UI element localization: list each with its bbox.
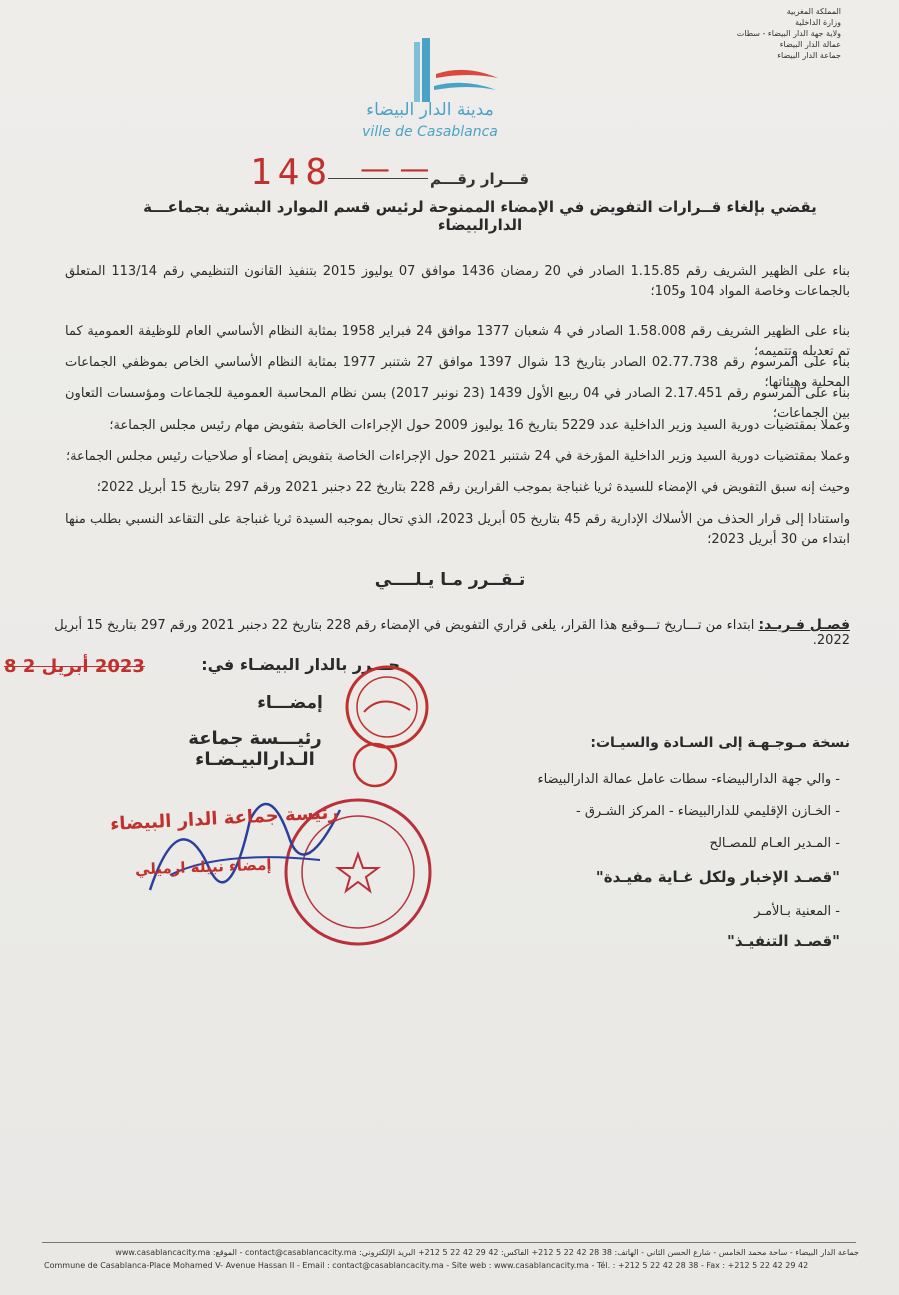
article-label: فصـل فـريـد: bbox=[758, 617, 850, 633]
preamble-item: وعملا بمقتضيات دورية السيد وزير الداخلية عدد 5229 بتاريخ 16 يوليوز 2009 حول الإجراءات الخاصة بتفويض مهام رئيس مجلس الجماعة؛ bbox=[109, 418, 850, 433]
distribution-item: - المـدير العـام للمصـالح bbox=[709, 836, 840, 851]
president-title: رئيـــسة جماعة الـدارالبيـضـاء bbox=[188, 728, 322, 770]
footer-arabic: جماعة الدار البيضاء - ساحة محمد الخامس - شارع الحسن الثاني - الهاتف: 38 28 42 22 5 212+ الفاكس: 42 29 42 22 5 212+ البريد الإلكتروني: contact@casablancacity.ma - الموقع: www.casablancacity.ma bbox=[115, 1248, 859, 1257]
decision-label: قـــرار رقـــم bbox=[430, 170, 530, 188]
distribution-item: - والي جهة الدارالبيضاء- سطات عامل عمالة الدارالبيضاء bbox=[537, 772, 840, 787]
single-article bbox=[35, 617, 850, 648]
footer-divider bbox=[42, 1242, 856, 1243]
signature-label: إمضـــاء bbox=[257, 693, 323, 713]
ministry-line: جماعة الدار البيضاء bbox=[777, 51, 841, 60]
distribution-item-text: الخـازن الإقليمي للدارالبيضاء - المركز الشـرق - bbox=[576, 804, 832, 819]
preamble-item: واستنادا إلى قرار الحذف من الأسلاك الإدارية رقم 45 بتاريخ 05 أبريل 2023، الذي تحال بموجبه السيدة ثريا غنباجة على التقاعد النسبي بطلب منها ابتداء من 30 أبريل 2023؛ bbox=[65, 512, 851, 547]
ministry-line: وزارة الداخلية bbox=[795, 18, 841, 27]
preamble-item: بناء على المرسوم رقم 02.77.738 الصادر بتاريخ 13 شوال 1397 موافق 27 شتنبر 1977 بمثابة النظام الأساسي الخاص بموظفي الجماعات المحلية وهيئاتها؛ bbox=[65, 355, 851, 390]
ministry-line: المملكة المغربية bbox=[786, 7, 841, 16]
copy-to-title: نسخة مـوجـهـة إلى السـادة والسيـات: bbox=[590, 735, 850, 751]
preamble-item: بناء على الظهير الشريف رقم 1.15.85 الصادر في 20 رمضان 1436 موافق 07 يوليوز 2015 بتنفيذ القانون التنظيمي رقم 113/14 المتعلق بالجماعات وخاصة المواد 104 و105؛ bbox=[65, 264, 850, 299]
handwritten-signature-icon bbox=[140, 780, 360, 910]
decision-number-dash: — — bbox=[360, 152, 430, 187]
preamble-item: وحيث إنه سبق التفويض في الإمضاء للسيدة ثريا غنباجة بموجب القرارين رقم 228 بتاريخ 22 دجنبر 2021 ورقم 297 بتاريخ 15 أبريل 2022؛ bbox=[96, 480, 850, 495]
president-red-stamp: رئيسة جماعة الدار البيضاء bbox=[109, 802, 340, 835]
cheikh-stamp-icon bbox=[342, 662, 432, 752]
made-in-label: حـــرر بالدار البيضـاء في: bbox=[201, 655, 400, 674]
exec-note: "قصـد التنفيـذ" bbox=[727, 932, 840, 950]
ministry-line: عمالة الدار البيضاء bbox=[779, 40, 841, 49]
info-note: "قصـد الإخبار ولكل غـاية مفيـدة" bbox=[595, 868, 840, 886]
ministry-line: ولاية جهة الدار البيضاء - سطات bbox=[736, 29, 841, 38]
logo-arabic-text: مدينة الدار البيضاء bbox=[366, 100, 494, 120]
preamble-item: وعملا بمقتضيات دورية السيد وزير الداخلية المؤرخة في 24 شتنبر 2021 حول الإجراءات الخاصة بتفويض إمضاء أو صلاحيات رئيس مجلس الجماعة؛ bbox=[65, 449, 850, 464]
decision-title: يقضي بإلغاء قــرارات التفويض في الإمضاء الممنوحة لرئيس قسم الموارد البشرية بجماعـــة الدارالبيضاء bbox=[143, 198, 817, 234]
footer-french: Commune de Casablanca-Place Mohamed V- Avenue Hassan II - Email : contact@casablancacity.ma - Site web : www.casablancacity.ma - Tél. : +212 5 22 42 28 38 - Fax : +212 5 22 42 29 42 bbox=[44, 1261, 809, 1270]
concerned-party-text: المعنية بـالأمـر bbox=[754, 904, 832, 919]
distribution-item: - الخـازن الإقليمي للدارالبيضاء - المركز الشـرق - bbox=[576, 804, 840, 819]
decision-number: 148 bbox=[250, 152, 334, 193]
decides-heading: تـقــرر مـا يـلــــي bbox=[374, 570, 526, 590]
name-red-stamp: إمضاء نبيلة ارميلي bbox=[134, 855, 272, 879]
article-text: ابتداء من تـــاريخ تـــوقيع هذا القرار، يلغى قراري التفويض في الإمضاء رقم 228 بتاريخ 22 دجنبر 2021 ورقم 297 بتاريخ 15 أبريل 2022. bbox=[54, 618, 850, 648]
ministry-header bbox=[681, 6, 841, 61]
distribution-item-text: المـدير العـام للمصـالح bbox=[709, 836, 832, 851]
made-date-stamp: 2023 أبريل 2 8 bbox=[4, 656, 145, 677]
logo-french-text: ville de Casablanca bbox=[362, 124, 498, 140]
concerned-party: - المعنية بـالأمـر bbox=[754, 904, 840, 919]
preamble-item: بناء على المرسوم رقم 2.17.451 الصادر في 04 ربيع الأول 1439 (23 نونبر 2017) بسن نظام المحاسبة العمومية للجماعات ومؤسسات التعاون بين الجماعات؛ bbox=[65, 386, 851, 421]
preamble-item: بناء على الظهير الشريف رقم 1.58.008 الصادر في 4 شعبان 1377 موافق 24 فبراير 1958 بمثابة النظام الأساسي العام للوظيفة العمومية كما تم تعديله وتتميمه؛ bbox=[65, 324, 850, 359]
distribution-item-text: والي جهة الدارالبيضاء- سطات عامل عمالة الدارالبيضاء bbox=[537, 772, 832, 787]
